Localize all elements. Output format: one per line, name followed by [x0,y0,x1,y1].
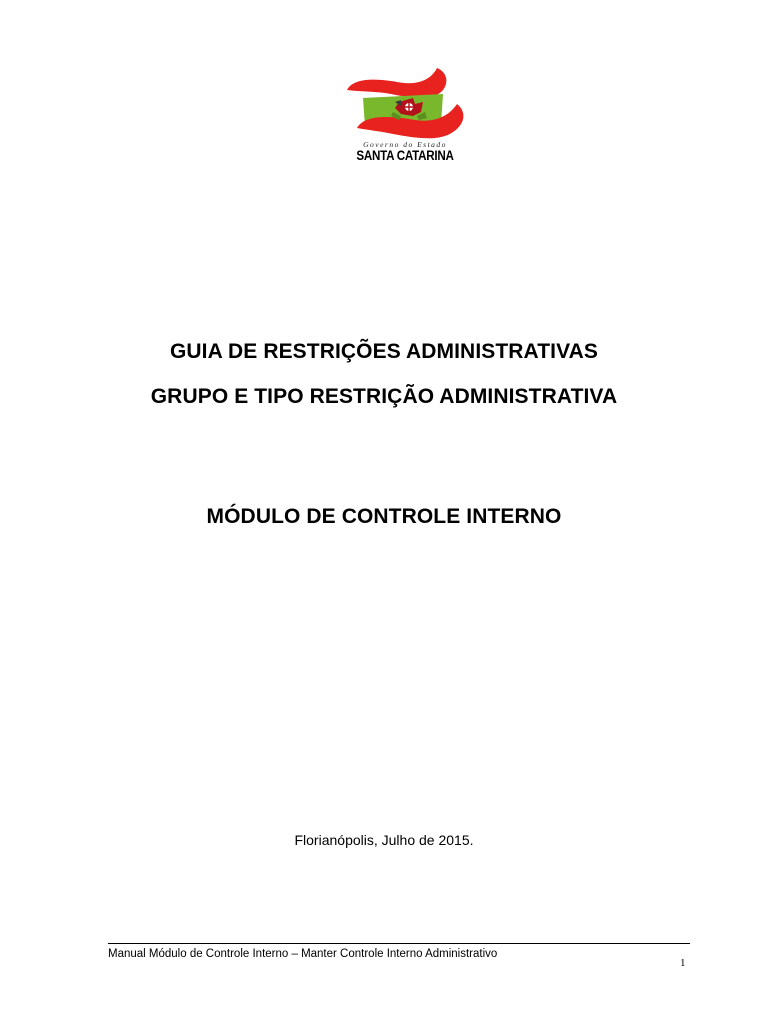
footer-text: Manual Módulo de Controle Interno – Manter Controle Interno Administrativo [108,948,498,960]
footer-divider [108,943,690,944]
document-title-line-2: GRUPO E TIPO RESTRIÇÃO ADMINISTRATIVA [150,385,618,408]
logo-state-name: SANTA CATARINA [356,148,454,163]
logo-government-text: Governo do Estado [363,140,447,149]
santa-catarina-logo [335,68,475,166]
state-coat-of-arms-icon [335,68,475,140]
document-title-line-1: GUIA DE RESTRIÇÕES ADMINISTRATIVAS [169,340,599,363]
page-number: 1 [680,957,686,969]
module-title: MÓDULO DE CONTROLE INTERNO [206,505,562,528]
place-and-date: Florianópolis, Julho de 2015. [294,832,474,848]
